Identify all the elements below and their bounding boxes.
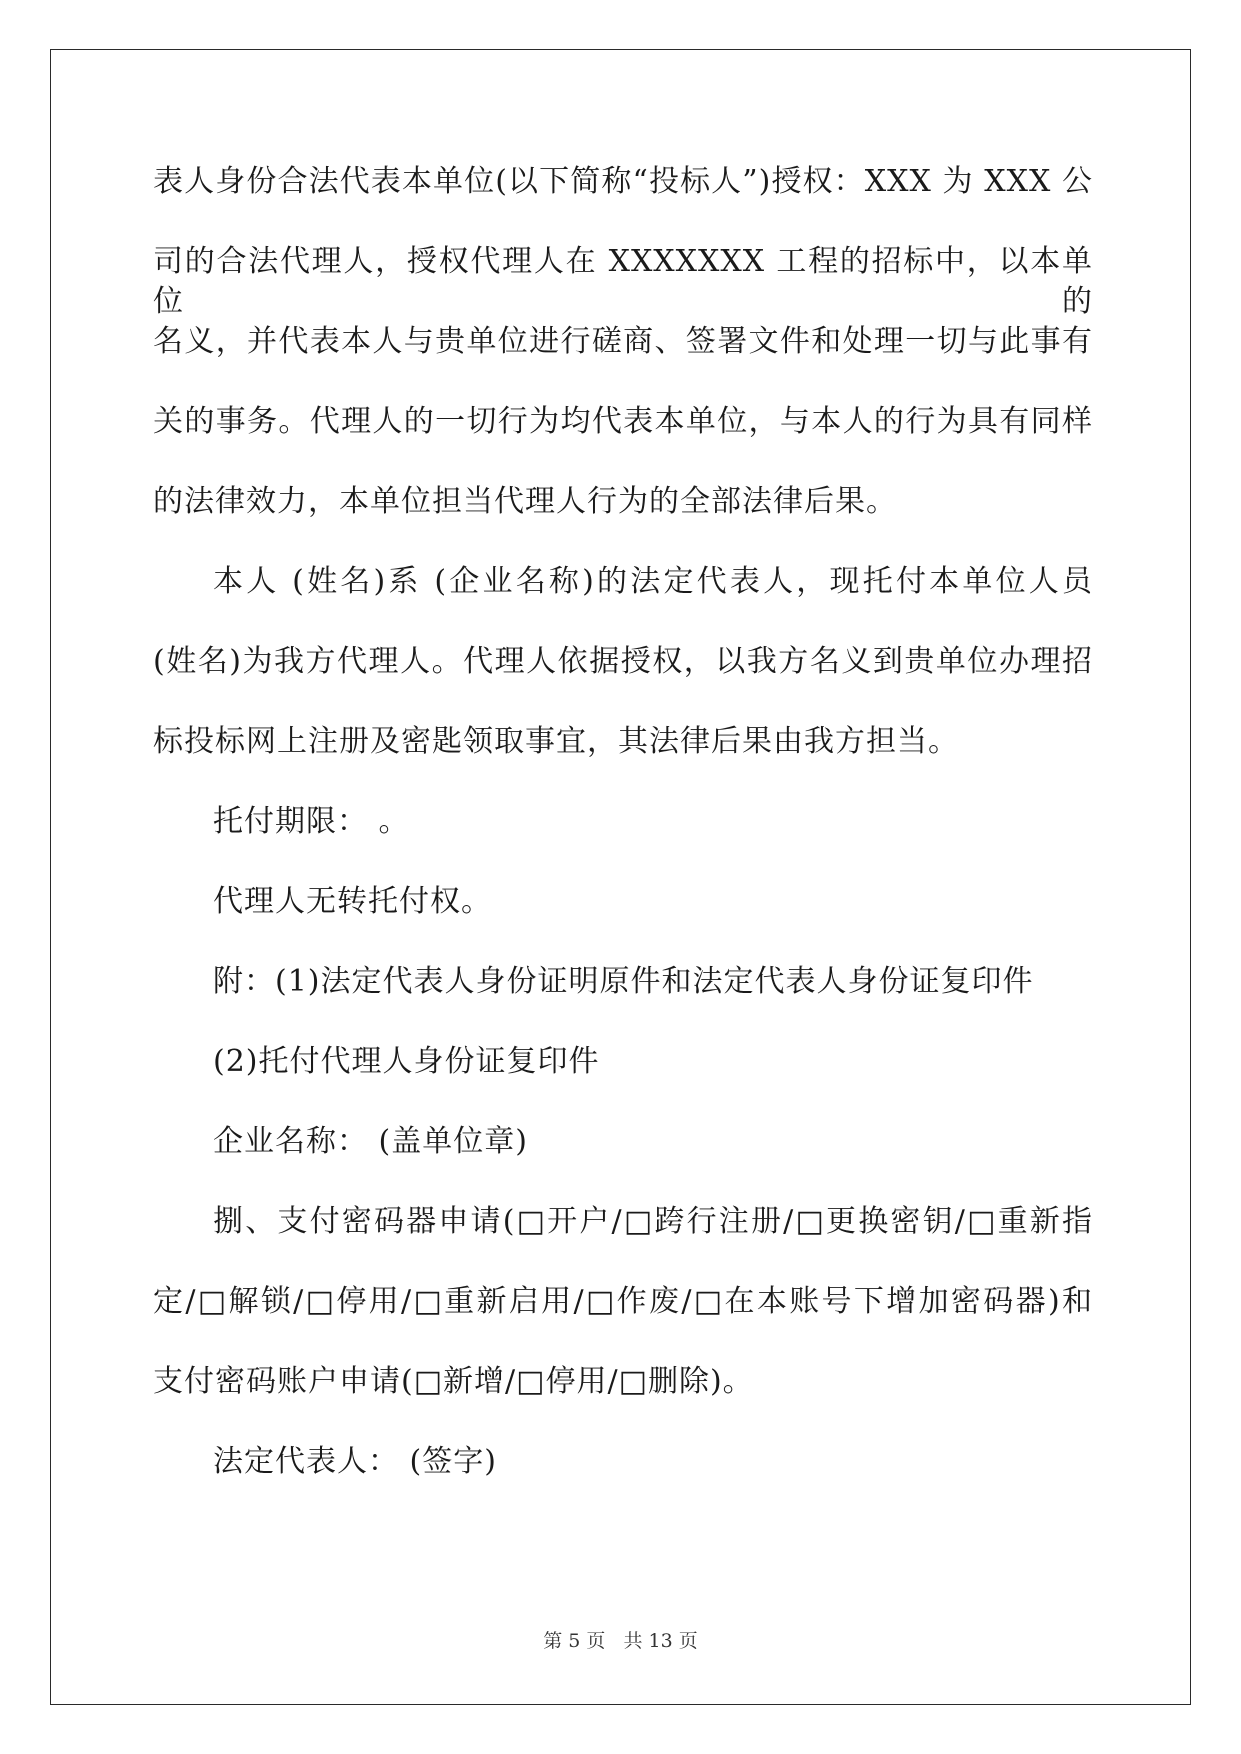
document-body [153,162,1093,1522]
text-line: 的法律效力，本单位担当代理人行为的全部法律后果。 [153,484,897,519]
text-line: 企业名称： (盖单位章) [213,1124,528,1159]
page-footer [0,1629,1241,1653]
text-line: 关的事务。代理人的一切行为均代表本单位，与本人的行为具有同样 [153,404,1093,439]
text-line: 名义，并代表本人与贵单位进行磋商、签署文件和处理一切与此事有 [153,324,1093,359]
text-line: (姓名)为我方代理人。代理人依据授权，以我方名义到贵单位办理招 [153,644,1093,679]
page-total: 共 13 页 [623,1630,698,1652]
text-line: 定/□解锁/□停用/□重新启用/□作废/□在本账号下增加密码器)和 [153,1284,1093,1319]
text-line: 本人 (姓名)系 (企业名称)的法定代表人，现托付本单位人员 [213,564,1093,599]
text-line: 附：(1)法定代表人身份证明原件和法定代表人身份证复印件 [213,964,1034,999]
text-line: 托付期限： 。 [213,804,410,839]
page-number: 第 5 页 [543,1630,606,1652]
text-line: 表人身份合法代表本单位(以下简称“投标人”)授权：XXX 为 XXX 公 [153,164,1093,199]
text-line: (2)托付代理人身份证复印件 [213,1044,600,1079]
text-line: 捌、支付密码器申请(□开户/□跨行注册/□更换密钥/□重新指 [213,1204,1093,1239]
text-line: 标投标网上注册及密匙领取事宜，其法律后果由我方担当。 [153,724,959,759]
text-line: 代理人无转托付权。 [213,884,492,919]
text-line: 法定代表人： (签字) [213,1444,497,1479]
text-line: 支付密码账户申请(□新增/□停用/□删除)。 [153,1364,754,1399]
text-line: 司的合法代理人，授权代理人在 XXXXXXX 工程的招标中，以本单位的 [153,244,1093,319]
